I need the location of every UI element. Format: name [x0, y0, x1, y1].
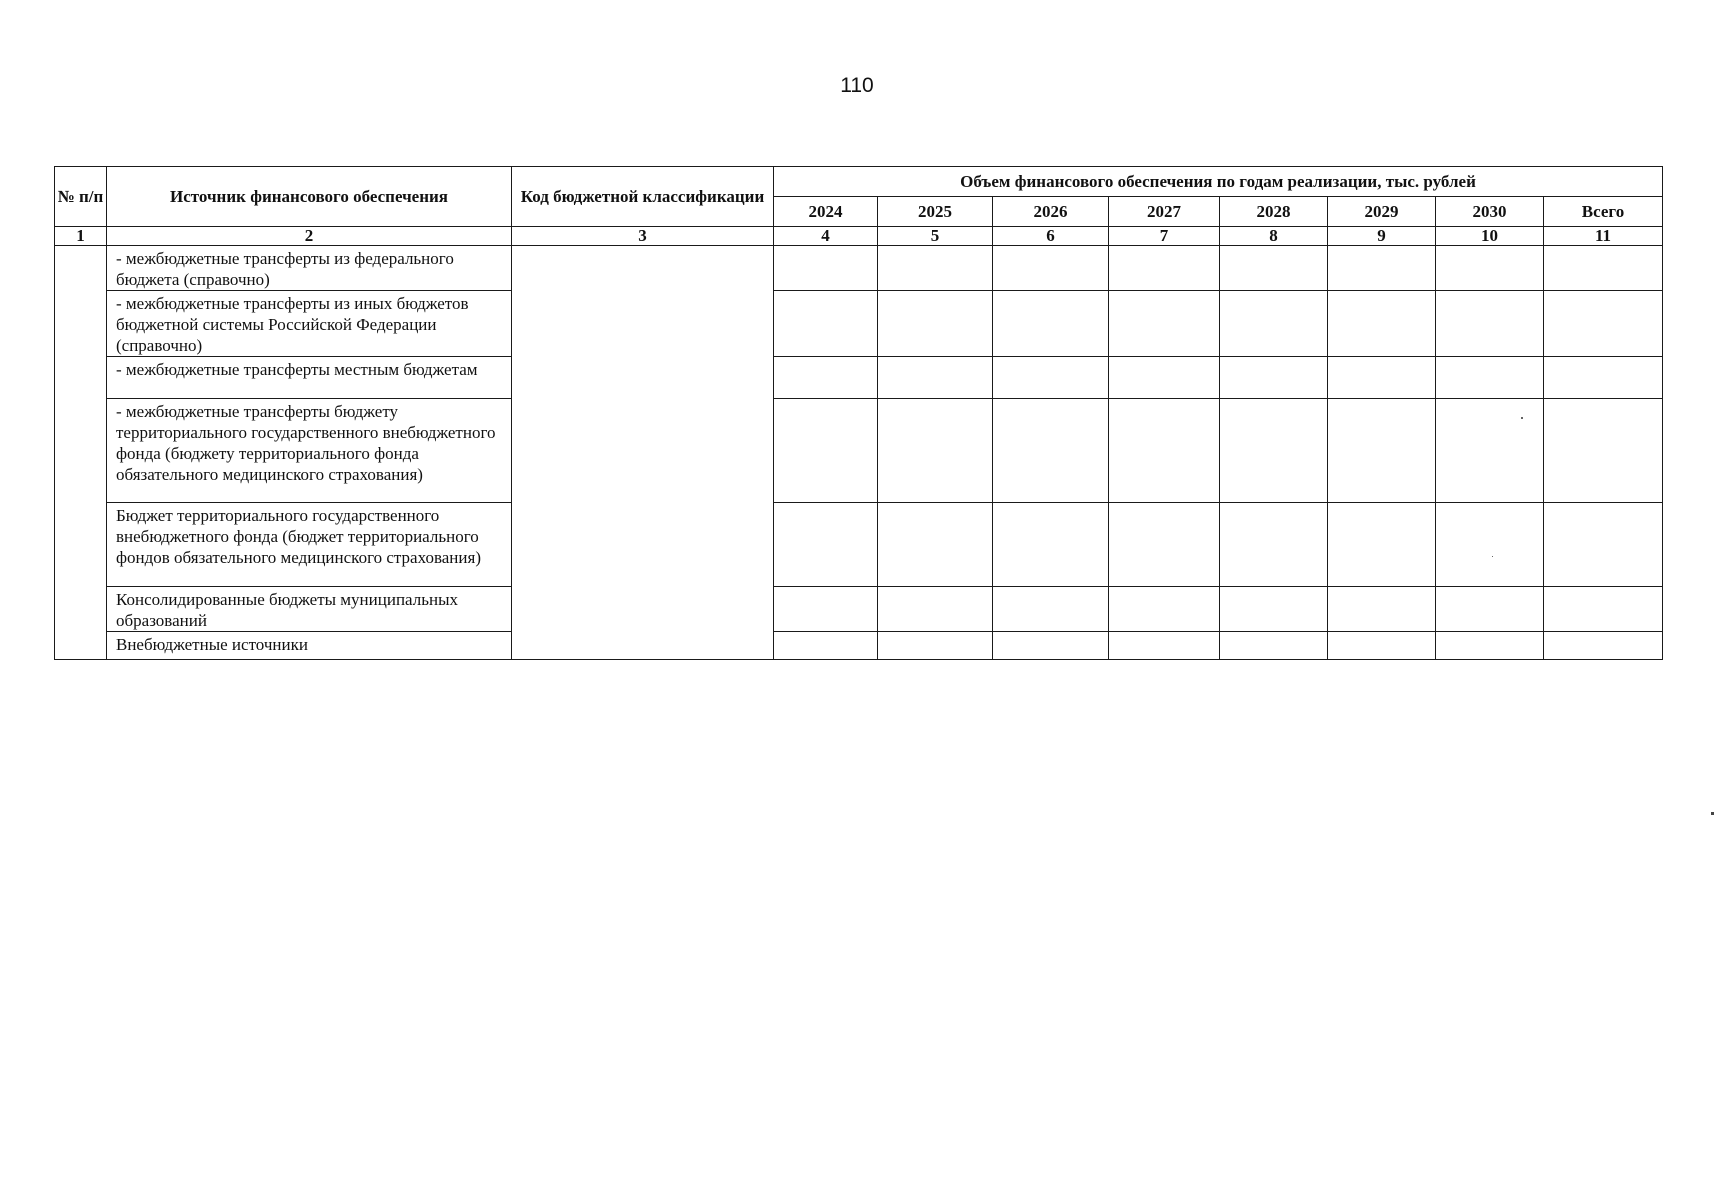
value-cell	[993, 632, 1109, 660]
column-number: 10	[1436, 227, 1544, 246]
header-year: 2026	[993, 197, 1109, 227]
value-cell	[1220, 357, 1328, 399]
scan-speck	[1492, 556, 1493, 557]
value-cell	[1220, 587, 1328, 632]
table-row	[55, 503, 1663, 587]
value-cell	[1544, 632, 1663, 660]
value-cell	[1220, 291, 1328, 357]
value-cell	[993, 503, 1109, 587]
value-cell	[878, 632, 993, 660]
value-cell	[1544, 399, 1663, 503]
header-year: 2029	[1328, 197, 1436, 227]
value-cell	[993, 291, 1109, 357]
value-cell	[1544, 246, 1663, 291]
header-code: Код бюджетной классификации	[512, 167, 774, 227]
column-number: 11	[1544, 227, 1663, 246]
value-cell	[993, 246, 1109, 291]
header-total: Всего	[1544, 197, 1663, 227]
value-cell	[993, 399, 1109, 503]
value-cell	[1328, 357, 1436, 399]
value-cell	[1544, 503, 1663, 587]
source-cell: - межбюджетные трансферты бюджету территориального государственного внебюджетного фонда (бюджету территориального фонда обязательного медицинского страхования)	[107, 399, 512, 503]
value-cell	[1436, 399, 1544, 503]
value-cell	[1328, 587, 1436, 632]
value-cell	[878, 399, 993, 503]
value-cell	[878, 587, 993, 632]
table-row	[55, 291, 1663, 357]
value-cell	[878, 291, 993, 357]
value-cell	[1220, 503, 1328, 587]
financing-table	[54, 166, 1663, 660]
value-cell	[1436, 632, 1544, 660]
value-cell	[1436, 357, 1544, 399]
value-cell	[878, 357, 993, 399]
column-number: 2	[107, 227, 512, 246]
value-cell	[774, 587, 878, 632]
value-cell	[1109, 399, 1220, 503]
table-row	[55, 399, 1663, 503]
value-cell	[774, 399, 878, 503]
source-cell: Бюджет территориального государственного внебюджетного фонда (бюджет территориального фондов обязательного медицинского страхования)	[107, 503, 512, 587]
code-cell	[512, 246, 774, 660]
financing-table-container	[54, 166, 1662, 660]
column-number: 9	[1328, 227, 1436, 246]
scan-speck	[1521, 417, 1523, 419]
value-cell	[1220, 632, 1328, 660]
table-row	[55, 587, 1663, 632]
value-cell	[1544, 357, 1663, 399]
value-cell	[1436, 503, 1544, 587]
header-year: 2024	[774, 197, 878, 227]
value-cell	[1328, 632, 1436, 660]
value-cell	[1328, 246, 1436, 291]
value-cell	[1109, 246, 1220, 291]
value-cell	[1109, 632, 1220, 660]
value-cell	[1436, 587, 1544, 632]
source-cell: - межбюджетные трансферты из федерального бюджета (справочно)	[107, 246, 512, 291]
value-cell	[774, 632, 878, 660]
page-number: 110	[840, 74, 874, 97]
source-cell: - межбюджетные трансферты из иных бюджетов бюджетной системы Российской Федерации (справочно)	[107, 291, 512, 357]
column-number: 5	[878, 227, 993, 246]
row-number-cell	[55, 246, 107, 660]
column-number: 4	[774, 227, 878, 246]
column-number: 8	[1220, 227, 1328, 246]
source-cell: Внебюджетные источники	[107, 632, 512, 660]
value-cell	[1544, 587, 1663, 632]
value-cell	[774, 357, 878, 399]
header-num: № п/п	[55, 167, 107, 227]
source-cell: - межбюджетные трансферты местным бюджетам	[107, 357, 512, 399]
value-cell	[774, 246, 878, 291]
source-cell: Консолидированные бюджеты муниципальных образований	[107, 587, 512, 632]
value-cell	[1109, 291, 1220, 357]
value-cell	[878, 246, 993, 291]
value-cell	[878, 503, 993, 587]
value-cell	[1436, 291, 1544, 357]
value-cell	[774, 291, 878, 357]
value-cell	[774, 503, 878, 587]
header-year: 2030	[1436, 197, 1544, 227]
value-cell	[1328, 503, 1436, 587]
value-cell	[1328, 291, 1436, 357]
value-cell	[1109, 587, 1220, 632]
column-number: 3	[512, 227, 774, 246]
value-cell	[1436, 246, 1544, 291]
value-cell	[1220, 246, 1328, 291]
value-cell	[993, 357, 1109, 399]
table-row	[55, 357, 1663, 399]
value-cell	[1328, 399, 1436, 503]
column-number: 7	[1109, 227, 1220, 246]
value-cell	[1544, 291, 1663, 357]
table-row	[55, 246, 1663, 291]
value-cell	[1220, 399, 1328, 503]
header-year: 2028	[1220, 197, 1328, 227]
value-cell	[1109, 503, 1220, 587]
value-cell	[993, 587, 1109, 632]
column-number: 6	[993, 227, 1109, 246]
header-volume: Объем финансового обеспечения по годам реализации, тыс. рублей	[774, 167, 1663, 197]
header-year: 2025	[878, 197, 993, 227]
header-year: 2027	[1109, 197, 1220, 227]
table-row	[55, 632, 1663, 660]
header-source: Источник финансового обеспечения	[107, 167, 512, 227]
value-cell	[1109, 357, 1220, 399]
column-number: 1	[55, 227, 107, 246]
